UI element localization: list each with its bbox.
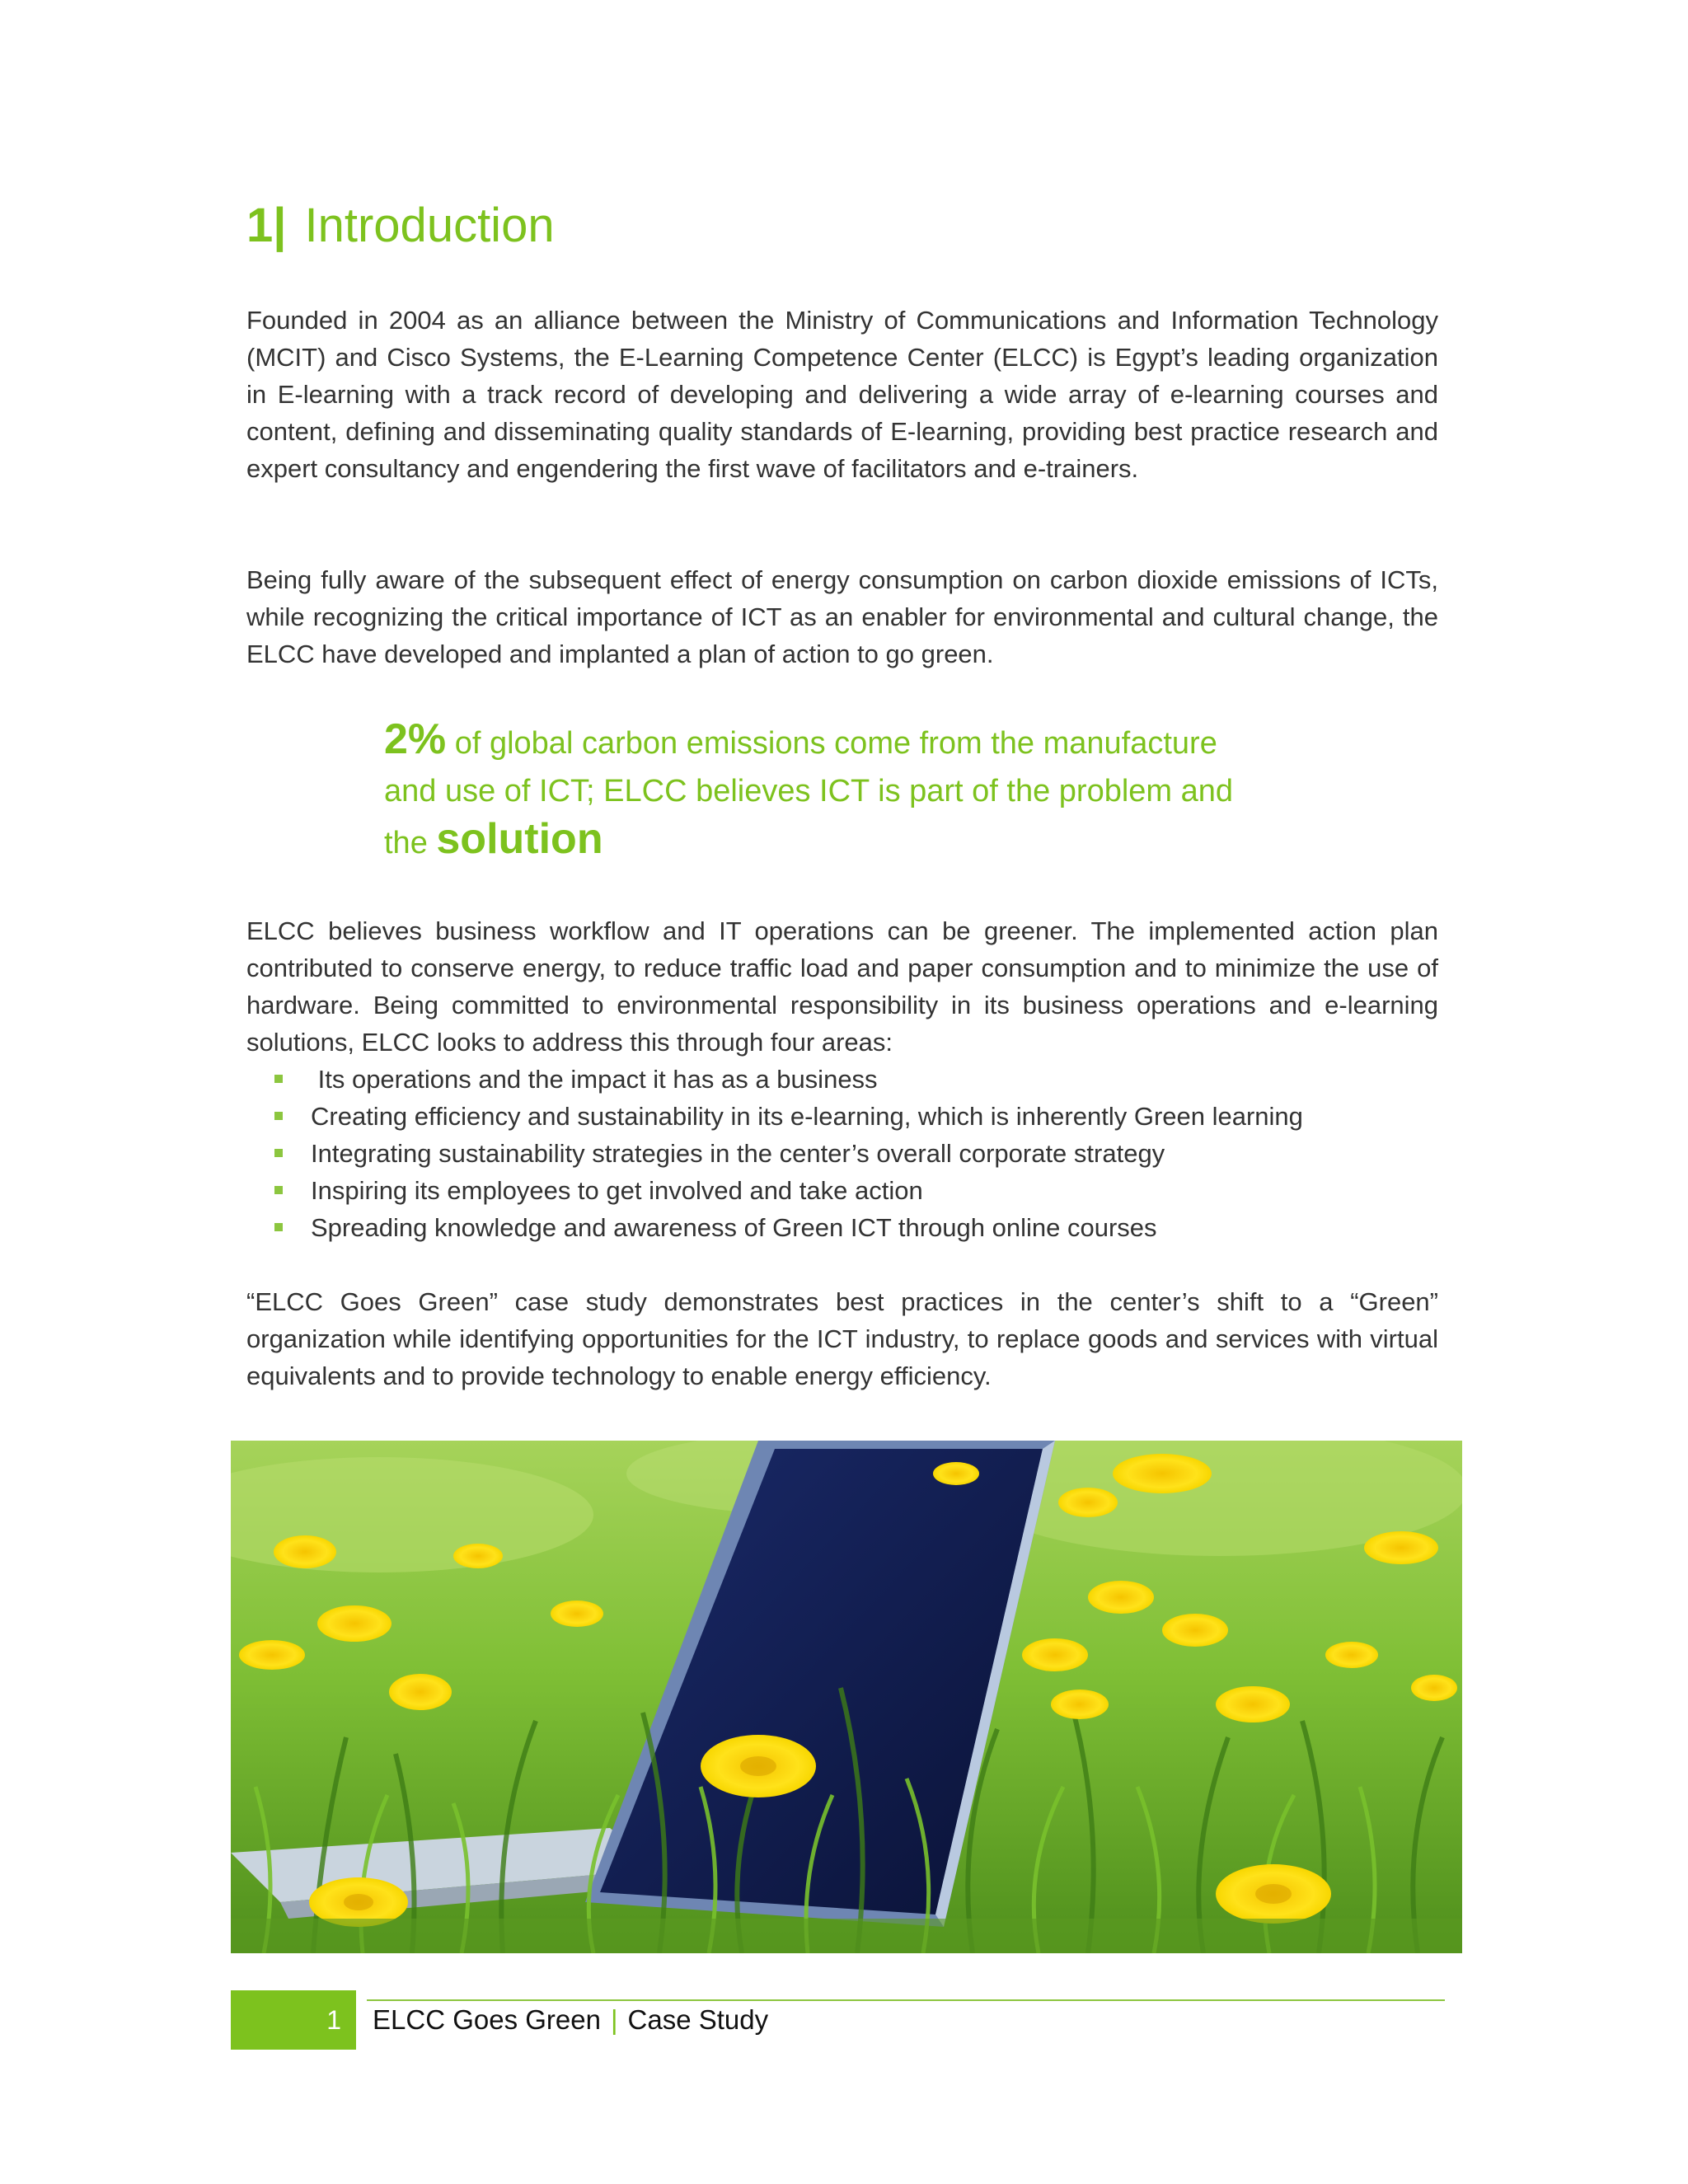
- bullet-square-icon: [274, 1223, 283, 1231]
- footer-title: [373, 2004, 768, 2036]
- footer-doc-type: Case Study: [627, 2004, 769, 2035]
- section-number: 1: [246, 199, 274, 252]
- pull-quote-stat: 2%: [384, 715, 447, 763]
- section-heading: [246, 198, 555, 253]
- list-item: [246, 1172, 1438, 1209]
- list-item: [246, 1135, 1438, 1172]
- section-separator: |: [273, 199, 287, 252]
- list-item-text: Integrating sustainability strategies in the center’s overall corporate strategy: [311, 1139, 1165, 1168]
- intro-paragraph-3: ELCC believes business workflow and IT operations can be greener. The implemented action plan contributed to conserve energy, to reduce traffic load and paper consumption and to minimize the use of hardware. Being committed to environmental responsibility in its business operations and e-learning solutions, ELCC looks to address this through four areas:: [246, 916, 1438, 1057]
- focus-areas-list: [246, 1061, 1438, 1246]
- footer-separator: |: [610, 2004, 618, 2035]
- list-item: [246, 1098, 1438, 1135]
- list-item: [246, 1061, 1438, 1098]
- intro-paragraph-4: “ELCC Goes Green” case study demonstrates best practices in the center’s shift to a “Green” organization while identifying opportunities for the ICT industry, to replace goods and services with virtual equivalents and to provide technology to enable energy efficiency.: [246, 1287, 1438, 1390]
- pull-quote-emphasis: solution: [436, 815, 603, 863]
- footer-rule: [367, 1999, 1445, 2001]
- list-item-text: Its operations and the impact it has as a business: [311, 1065, 878, 1094]
- list-item-text: Creating efficiency and sustainability in its e-learning, which is inherently Green learning: [311, 1102, 1303, 1131]
- list-item-text: Spreading knowledge and awareness of Green ICT through online courses: [311, 1213, 1157, 1242]
- intro-paragraph-1: Founded in 2004 as an alliance between the Ministry of Communications and Information Technology (MCIT) and Cisco Systems, the E-Learning Competence Center (ELCC) is Egypt’s leading organization in E-learning with a track record of developing and delivering a wide array of e-learning courses and content, defining and disseminating quality standards of E-learning, providing best practice research and expert consultancy and engendering the first wave of facilitators and e-trainers.: [246, 306, 1438, 483]
- pull-quote-line-1: of global carbon emissions come from the manufacture: [446, 726, 1217, 761]
- list-item: [246, 1209, 1438, 1246]
- bullet-square-icon: [274, 1112, 283, 1120]
- pull-quote-line-2: and use of ICT; ELCC believes ICT is part of the problem and: [384, 774, 1234, 808]
- list-item-text: Inspiring its employees to get involved and take action: [311, 1176, 923, 1205]
- section-title: Introduction: [304, 199, 555, 252]
- pull-quote-line-3: the: [384, 826, 437, 860]
- footer-doc-title: ELCC Goes Green: [373, 2004, 601, 2035]
- bullet-square-icon: [274, 1149, 283, 1157]
- laptop-in-grass-photo: [231, 1441, 1462, 1953]
- bullet-square-icon: [274, 1075, 283, 1083]
- pull-quote: [384, 715, 1307, 867]
- intro-paragraph-2: Being fully aware of the subsequent effect of energy consumption on carbon dioxide emissions of ICTs, while recognizing the critical importance of ICT as an enabler for environmental and cultural change, the ELCC have developed and implanted a plan of action to go green.: [246, 565, 1438, 668]
- page-number: 1: [326, 2005, 341, 2035]
- footer-page-number-box: [231, 1990, 356, 2050]
- bullet-square-icon: [274, 1186, 283, 1194]
